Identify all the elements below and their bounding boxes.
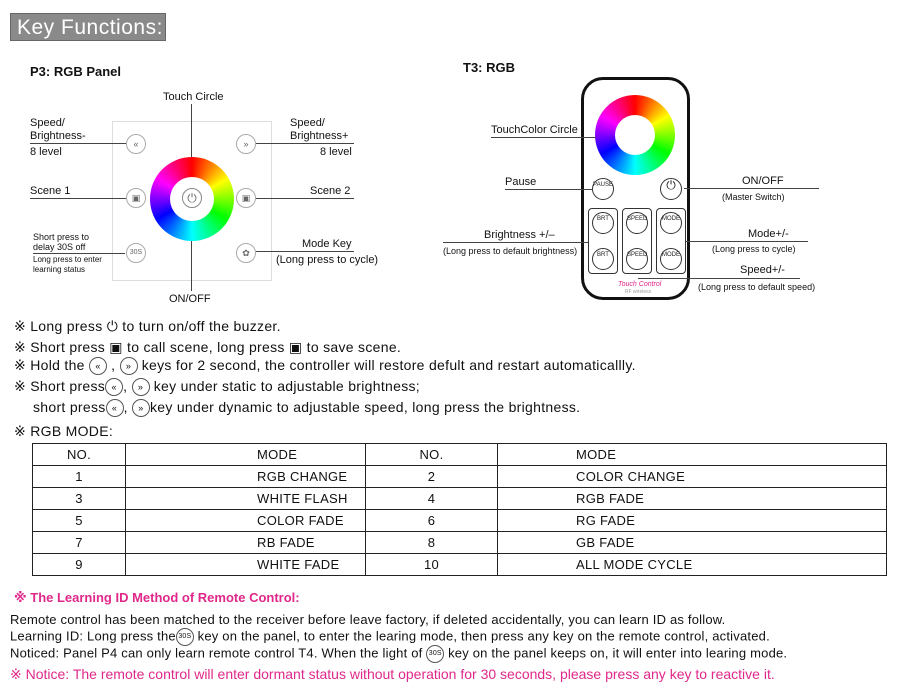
- mode-label: Mode+/-: [748, 228, 789, 240]
- timer-30s-icon: 30S: [176, 628, 194, 646]
- scene2-key[interactable]: ▣: [236, 188, 256, 208]
- double-left-icon: «: [106, 399, 124, 417]
- save-icon: ▣: [109, 339, 123, 355]
- p3-title: P3: RGB Panel: [30, 64, 122, 79]
- master-switch-label: (Master Switch): [722, 192, 785, 202]
- speed-minus-label-2: Brightness-: [30, 130, 86, 142]
- table-row: 5 COLOR FADE 6 RG FADE: [33, 510, 887, 532]
- speed-plus-label-2: Brightness+: [290, 130, 349, 142]
- mode-key-sub: (Long press to cycle): [276, 254, 379, 266]
- notice: ※ Notice: The remote control will enter dormant status without operation for 30 seconds, please press any key to reactive it.: [10, 666, 775, 682]
- double-right-icon: »: [132, 378, 150, 396]
- remote-power-icon[interactable]: ⏻: [660, 178, 682, 200]
- short-press-label-2: delay 30S off: [33, 242, 86, 252]
- remote-onoff-label: ON/OFF: [742, 175, 784, 187]
- power-icon[interactable]: ⏻: [182, 188, 202, 208]
- speed-label: Speed+/-: [740, 264, 785, 276]
- remote-brand-sub: RF wireless: [625, 289, 652, 295]
- timer-30s-key[interactable]: 30S: [126, 243, 146, 263]
- note-5: short press « , » key under dynamic to adjustable speed, long press the brightness.: [33, 399, 580, 417]
- double-right-icon: »: [120, 357, 138, 375]
- mode-key-label: Mode Key: [302, 238, 352, 250]
- long-press-label-2: learning status: [33, 265, 86, 274]
- mode-key[interactable]: ✿: [236, 243, 256, 263]
- note-rgb-mode: ※ RGB MODE:: [14, 423, 114, 439]
- note-2: ※ Short press ▣ to call scene, long press ▣ to save scene.: [14, 339, 402, 355]
- mode-minus-key[interactable]: MODE: [660, 248, 682, 270]
- touch-color-circle-label: TouchColor Circle: [491, 124, 578, 136]
- speed-minus-key[interactable]: «: [126, 134, 146, 154]
- speed-plus-key[interactable]: »: [236, 134, 256, 154]
- speed-minus-key[interactable]: SPEED: [626, 248, 648, 270]
- learning-title: ※ The Learning ID Method of Remote Control:: [14, 590, 300, 605]
- onoff-label: ON/OFF: [169, 293, 211, 305]
- mode-sub-label: (Long press to cycle): [712, 244, 796, 254]
- t3-title: T3: RGB: [463, 60, 515, 75]
- scene1-label: Scene 1: [30, 185, 71, 197]
- table-row: 9 WHITE FADE 10 ALL MODE CYCLE: [33, 554, 887, 576]
- brightness-plus-key[interactable]: BRT: [592, 212, 614, 234]
- double-left-icon: «: [105, 378, 123, 396]
- table-row: 7 RB FADE 8 GB FADE: [33, 532, 887, 554]
- save-icon: ▣: [288, 339, 303, 355]
- learning-para-1: Remote control has been matched to the receiver before leave factory, if deleted accidentally, you can learn ID as follow.: [10, 612, 726, 627]
- rgb-mode-table: [32, 443, 887, 576]
- remote-brand: Touch Control: [618, 281, 662, 288]
- speed-minus-label: Speed/: [30, 117, 65, 129]
- double-left-icon: «: [89, 357, 107, 375]
- section-header: Key Functions:: [10, 13, 166, 41]
- scene2-label: Scene 2: [310, 185, 351, 197]
- note-1: ※ Long press ⏻ to turn on/off the buzzer.: [14, 318, 281, 334]
- brightness-label: Brightness +/–: [484, 229, 555, 241]
- brightness-sub-label: (Long press to default brightness): [443, 246, 578, 256]
- touch-circle-label: Touch Circle: [163, 91, 224, 103]
- learning-para-3: Noticed: Panel P4 can only learn remote control T4. When the light of 30S key on the panel keeps on, it will enter into learing mode.: [10, 645, 787, 663]
- learning-para-2: Learning ID: Long press the 30S key on the panel, to enter the learing mode, then press any key on the remote control, activated.: [10, 628, 770, 646]
- short-press-label: Short press to: [33, 232, 90, 242]
- power-icon: ⏻: [106, 318, 119, 334]
- table-row: 1 RGB CHANGE 2 COLOR CHANGE: [33, 466, 887, 488]
- speed-plus-label: Speed/: [290, 117, 325, 129]
- table-header-row: NO. MODE NO. MODE: [33, 444, 887, 466]
- note-3: ※ Hold the « , » keys for 2 second, the controller will restore defult and restart automaticallly.: [14, 357, 636, 375]
- note-4: ※ Short press « , » key under static to adjustable brightness;: [14, 378, 420, 396]
- timer-30s-icon: 30S: [426, 645, 444, 663]
- long-press-label: Long press to enter: [33, 255, 102, 264]
- speed-sub-label: (Long press to default speed): [698, 282, 816, 292]
- pause-label: Pause: [505, 176, 537, 188]
- brightness-minus-key[interactable]: BRT: [592, 248, 614, 270]
- mode-plus-key[interactable]: MODE: [660, 212, 682, 234]
- pause-key[interactable]: PAUSE: [592, 178, 614, 200]
- speed-plus-level: 8 level: [320, 146, 352, 158]
- double-right-icon: »: [132, 399, 150, 417]
- scene1-key[interactable]: ▣: [126, 188, 146, 208]
- speed-plus-key[interactable]: SPEED: [626, 212, 648, 234]
- table-row: 3 WHITE FLASH 4 RGB FADE: [33, 488, 887, 510]
- speed-minus-level: 8 level: [30, 146, 62, 158]
